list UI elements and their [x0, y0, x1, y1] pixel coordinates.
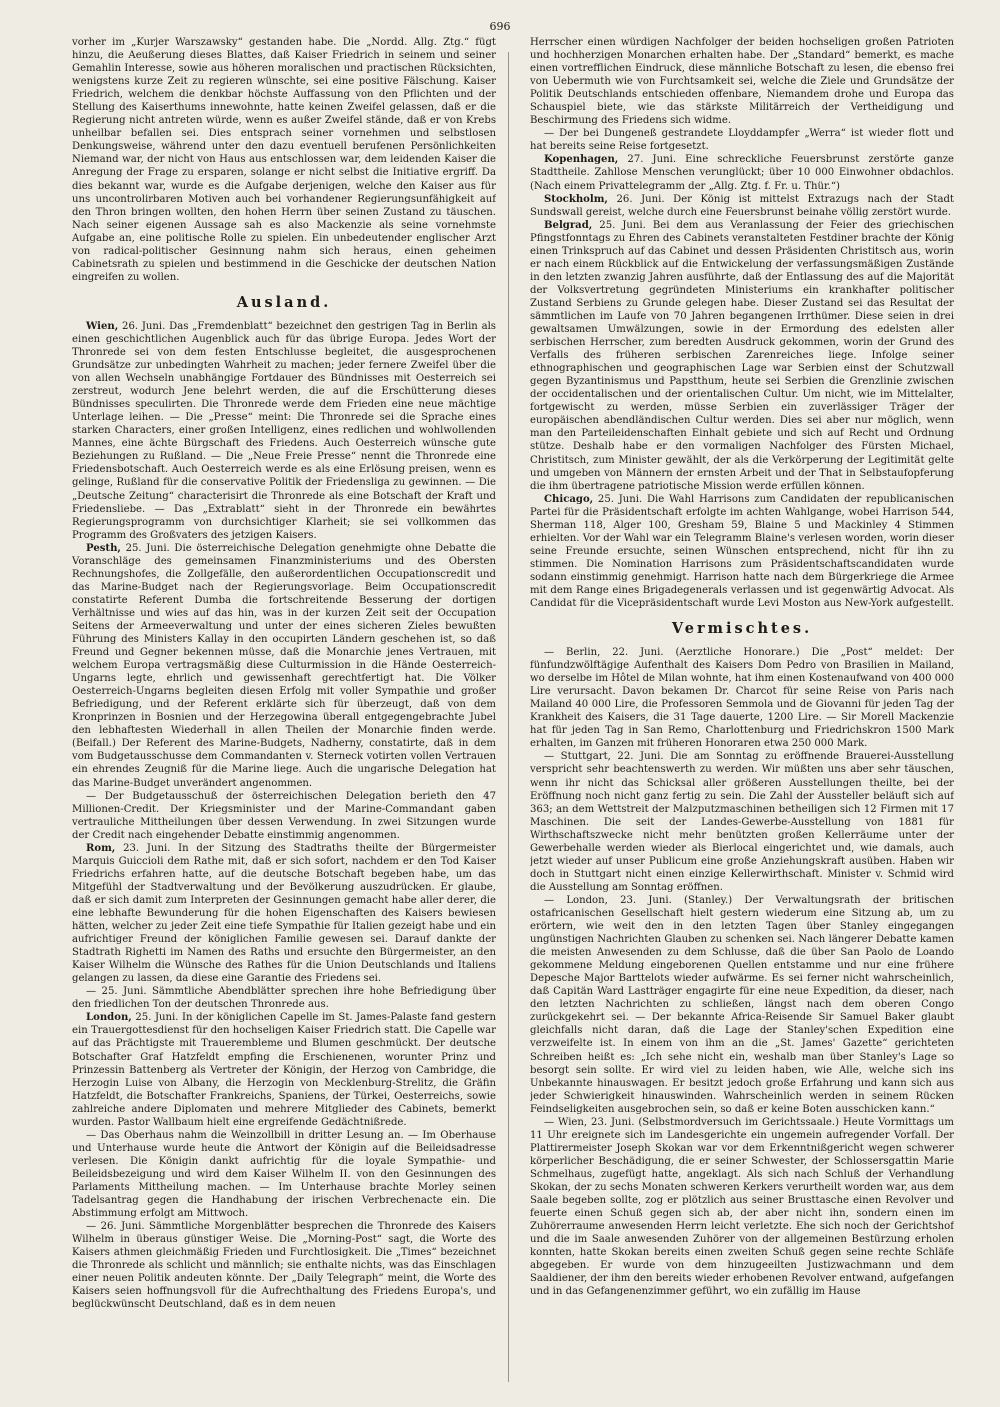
article-pesth	[72, 542, 496, 790]
dateline: Kopenhagen,	[544, 154, 619, 166]
article-body: 25. Juni. Die österreichische Delegation genehmigte ohne Debatte die Voranschläge des gemeinsamen Finanzministeriums und des Obersten Rechnungshofes, die Zollgefälle, den außerordentlichen Occupationscredit und das Marine-Budget nach der Regierungsvorlage. Beim Occupationscredit constatirte Referent Dumba die fortschreitende Besserung der dortigen Verhältnisse und wies auf das hin, was in der kurzen Zeit seit der Occupation Seitens der Armeeverwaltung und unter der eines sicheren Zieles bewußten Führung des Ministers Kallay in den occupirten Ländern geschehen ist, so daß Freund und Gegner bekennen müsse, daß die Monarchie jenes Vertrauen, mit welchem Europa vertragsmäßig diese Culturmission in die Hände Oesterreich-Ungarns legte, ehrlich und gewissenhaft gerechtfertigt hat. Die Völker Oesterreich-Ungarns begleiten diesen Erfolg mit voller Sympathie und großer Befriedigung, und der Referent erklärte sich für überzeugt, daß von dem Kronprinzen in Bosnien und der Herzegowina überall entgegengebrachte Jubel den lebhaftesten Wiederhall in allen Theilen der Monarchie finden werde. (Beifall.) Der Referent des Marine-Budgets, Nadherny, constatirte, daß in dem vom Budgetausschusse dem Commandanten v. Sterneck votirten vollen Vertrauen ein ehrendes Zeugniß für die Marine liege. Auch die ungarische Delegation hat das Marine-Budget unverändert angenommen.	[72, 542, 496, 789]
article-wien	[72, 320, 496, 542]
article-morgenblaetter: — 26. Juni. Sämmtliche Morgenblätter besprechen die Thronrede des Kaisers Wilhelm in überaus günstiger Weise. Die „Morning-Post“ sagt, die Worte des Kaisers athmen gleichmäßig Frieden und Furchtlosigkeit. Die „Times“ bezeichnet die Thronrede als schlicht und männlich; sie enthalte nichts, was das Einschlagen einer neuen Politik andeuten könnte. Der „Daily Telegraph“ meint, die Worte des Kaisers seien hoffnungsvoll für die Aufrechthaltung des Friedens Europa's, und beglückwünscht Deutschland, daß es in dem neuen	[72, 1221, 496, 1311]
article-body: 25. Juni. Bei dem aus Veranlassung der Feier des griechischen Pfingstfonntags zu Ehren des Cabinets veranstalteten Festdiner brachte der König einen Trinkspruch auf das Cabinet und dessen Präsidenten Christitsch aus, worin er nach einem Rückblick auf die Entwickelung der verfassungsmäßigen Zustände in den letzten zwanzig Jahren ausführte, daß der Entlassung des auf die Majorität der Volksvertretung gegründeten Ministeriums ein krankhafter politischer Zustand Serbiens zu Grunde gelegen habe. Dieser Zustand sei das Resultat der sämmtlichen im Laufe von 70 Jahren begangenen Irrthümer. Diese seien in drei gewaltsamen Umwälzungen, sowie in der Ermordung des edelsten aller serbischen Herrscher, zum beredten Ausdruck gekommen, worin der Grund des Verfalls des früheren serbischen Zarenreiches liege. Infolge seiner ethnographischen und geographischen Lage war Serbien einst der Schutzwall gegen Byzantinismus und Papstthum, heute sei Serbien die Grenzlinie zwischen der occidentalischen und der orientalischen Cultur. Um nicht, wie im Mittelalter, fortgewischt zu werden, müsse Serbien ein zuverlässiger Träger der europäischen abendländischen Cultur werden. Dies sei aber nur möglich, wenn man den Parteileidenschaften Einhalt gebiete und sich auf Recht und Ordnung stütze. Deshalb habe er den vormaligen Nachfolger des Fürsten Michael, Christitsch, zum Minister gewählt, der als die Verkörperung der Legitimität gelte und umgeben von Männern der ernsten Arbeit und der That in Selbstaufopferung die ihm übertragene patriotische Mission werde erfüllen können.	[530, 219, 954, 492]
article-stockholm	[530, 193, 954, 219]
article-london	[72, 1011, 496, 1128]
dateline: London,	[86, 1012, 132, 1024]
section-heading-ausland: Ausland.	[236, 293, 332, 311]
section-heading-vermischtes: Vermischtes.	[671, 620, 813, 638]
article-body: 25. Juni. Die Wahl Harrisons zum Candidaten der republicanischen Partei für die Präsidentschaft erfolgte im achten Wahlgange, wobei Harrison 544, Sherman 118, Alger 100, Gresham 59, Blaine 5 und Mackinley 4 Stimmen erhielten. Vor der Wahl war ein Telegramm Blaine's verlesen worden, worin dieser seine Freunde ersuchte, seinen Wünschen entsprechend, nicht für ihn zu stimmen. Die Nomination Harrisons zum Präsidentschaftscandidaten wurde sodann einstimmig genehmigt. Harrison hatte nach dem Bürgerkriege die Armee mit dem Range eines Brigadegenerals verlassen und ist gegenwärtig Advocat. Als Candidat für die Vicepräsidentschaft wurde Levi Moston aus New-York aufgestellt.	[530, 493, 954, 610]
dateline: Belgrad,	[544, 219, 593, 231]
article-kopenhagen	[530, 153, 954, 192]
dateline: Chicago,	[544, 493, 594, 505]
article-belgrad	[530, 219, 954, 493]
dateline: Stockholm,	[544, 193, 608, 205]
article-stuttgart: — Stuttgart, 22. Juni. Die am Sonntag zu eröffnende Brauerei-Ausstellung verspricht sehr beachtenswerth zu werden. Wir müßten uns aber sehr täuschen, wenn ihr nicht das Schicksal aller größeren Ausstellungen theilte, bei der Eröffnung noch nicht ganz fertig zu sein. Die Zahl der Aussteller beläuft sich auf 363; an dem Wettstreit der Malzputzmaschinen betheiligen sich 12 Firmen mit 17 Maschinen. Die seit der Landes-Gewerbe-Ausstellung von 1881 für Wirthschaftszwecke nicht mehr benützten großen Kellerräume unter der Gewerbehalle werden wieder als Bierlocal eingerichtet und, wie damals, auch jetzt wieder auf unser Publicum eine große Anziehungskraft ausüben. Haben wir doch in Stuttgart nicht einen einzige Kellerwirthschaft. Minister v. Schmid wird die Ausstellung am Sonntag eröffnen.	[530, 751, 954, 893]
right-column	[530, 36, 954, 1391]
left-column	[72, 36, 496, 1391]
dateline: Pesth,	[86, 542, 121, 554]
article-budget: — Der Budgetausschuß der österreichischen Delegation berieth den 47 Millionen-Credit. Der Kriegsminister und der Marine-Commandant gaben vertrauliche Mittheilungen über dessen Verwendung. In zwei Sitzungen wurde der Credit nach eingehender Debatte einstimmig angenommen.	[72, 790, 496, 841]
article-oberhaus: — Das Oberhaus nahm die Weinzollbill in dritter Lesung an. — Im Oberhause und Unterhause wurde heute die Antwort der Königin auf die Beileidsadresse verlesen. Die Königin dankt aufrichtig für die loyale Sympathie- und Beileidsbezeigung und wird dem Kaiser Wilhelm II. von den Gesinnungen des Parlaments Mittheilung machen. — Im Unterhause brachte Morley seinen Tadelsantrag gegen die Handhabung der irischen Verbrechenacte ein. Die Abstimmung erfolgt am Mittwoch.	[72, 1129, 496, 1220]
article-werra: — Der bei Dungeneß gestrandete Lloyddampfer „Werra“ ist wieder flott und hat bereits seine Reise fortgesetzt.	[530, 128, 954, 153]
column-divider	[508, 52, 509, 1382]
article-body: 23. Juni. In der Sitzung des Stadtraths theilte der Bürgermeister Marquis Guiccioli dem Rathe mit, daß er sich sofort, nachdem er den Tod Kaiser Friedrichs erfahren hatte, auf die deutsche Botschaft begeben habe, um das Mitgefühl der Stadtverwaltung und der Bevölkerung auszudrücken. Er glaube, daß er sich damit zum Interpreten der Gesinnungen gemacht habe aller derer, die eine lebhafte Bewunderung für die hohen Eigenschaften des Kaisers bewiesen hätten, welcher zu jeder Zeit eine tiefe Sympathie für Italien gezeigt habe und ein aufrichtiger Freund der königlichen Familie gewesen sei. Darauf dankte der Stadtrath Righetti im Namen des Raths und ersuchte den Bürgermeister, an den Kaiser Wilhelm die Wünsche des Rathes für die Union Deutschlands und Italiens gelangen zu lassen, da diese eine Garantie des Friedens sei.	[72, 842, 496, 985]
article-text: Herrscher einen würdigen Nachfolger der beiden hochseligen großen Patrioten und hochherzigen Monarchen erhalten habe. Der „Standard“ bemerkt, es mache einen vortrefflichen Eindruck, diese männliche Botschaft zu lesen, die ebenso frei von Uebermuth wie von Furchtsamkeit sei, welche die Ziele und Grundsätze der Politik Deutschlands entschieden offenbare, Niemandem drohe und Europa das Schauspiel biete, wie das stärkste Militärreich der Vertheidigung und Beschirmung des Friedens sich widme.	[530, 37, 954, 127]
dateline: Rom,	[86, 842, 116, 854]
article-abendblaetter: — 25. Juni. Sämmtliche Abendblätter sprechen ihre hohe Befriedigung über den friedlichen Ton der deutschen Thronrede aus.	[72, 986, 496, 1011]
dateline: Wien,	[86, 320, 119, 332]
article-berlin: — Berlin, 22. Juni. (Aerztliche Honorare.) Die „Post“ meldet: Der fünfundzwölftägige Aufenthalt des Kaisers Dom Pedro von Brasilien in Mailand, wo derselbe im Hôtel de Milan wohnte, hat ihm einen Kostenaufwand von 400 000 Lire verursacht. Davon bekamen Dr. Charcot für seine Reise von Paris nach Mailand 40 000 Lire, die Professoren Semmola und de Giovanni für jeden Tag der Krankheit des Kaisers, die 31 Tage dauerte, 1200 Lire. — Sir Morell Mackenzie hat für jeden Tag in San Remo, Charlottenburg und Friedrichskron 1500 Mark erhalten, im Ganzen mit früheren Honoraren etwa 250 000 Mark.	[530, 647, 954, 750]
article-body: 26. Juni. Der König ist mittelst Extrazugs nach der Stadt Sundswall gereist, welche durch eine Feuersbrunst beinahe völlig zerstört wurde.	[530, 193, 954, 218]
article-body: 27. Juni. Eine schreckliche Feuersbrunst zerstörte ganze Stadttheile. Zahllose Menschen verunglückt; über 10 000 Einwohner obdachlos. (Nach einem Privattelegramm der „Allg. Ztg. f. Fr. u. Thür.“)	[530, 154, 954, 192]
article-body: 25. Juni. In der königlichen Capelle im St. James-Palaste fand gestern ein Trauergottesdienst für den hochseligen Kaiser Friedrich statt. Die Capelle war auf das Prächtigste mit Trauerembleme und Blumen geschmückt. Der deutsche Botschafter Graf Hatzfeldt empfing die Erschienenen, worunter Prinz und Prinzessin Battenberg als Vertreter der Königin, der Herzog von Cambridge, die Herzogin Luise von Albany, die Herzogin von Mecklenburg-Strelitz, die Gräfin Hatzfeldt, die Botschafter Frankreichs, Spaniens, der Türkei, Oesterreichs, sowie zahlreiche andere Diplomaten und mehrere Mitglieder des Cabinets, bemerkt wurden. Pastor Wallbaum hielt eine ergreifende Gedächtnißrede.	[72, 1012, 496, 1128]
article-rom	[72, 842, 496, 986]
page-number: 696	[489, 20, 511, 33]
article-wien-gerichtssaal: — Wien, 23. Juni. (Selbstmordversuch im Gerichtssaale.) Heute Vormittags um 11 Uhr ereignete sich im Landesgerichte ein ungemein aufregender Vorfall. Der Plattirermeister Joseph Skokan war vor dem Erkenntnißgericht wegen schwerer körperlicher Beschädigung, die er seiner Schwester, der Schlossersgattin Marie Schmelhaus, zugefügt hatte, angeklagt. Als sich nach Schluß der Verhandlung Skokan, der zu sechs Monaten schweren Kerkers verurtheilt worden war, aus dem Saale begeben sollte, zog er plötzlich aus seiner Brusttasche einen Revolver und feuerte einen Schuß gegen sich ab, der aber nicht ihn, sondern einen im Zuhörerraume anwesenden Herrn leicht verletzte. Ehe sich noch der Gerichtshof und die im Saale anwesenden Zuhörer von der allgemeinen Bestürzung erholen konnten, hatte Skokan bereits einen zweiten Schuß gegen seine rechte Schläfe abgegeben. Er wurde von dem hinzugeeilten Justizwachmann und dem Saaldiener, der ihm den bereits wieder erhobenen Revolver entwand, aufgefangen und in das Gefangenenzimmer geführt, wo ein zufällig im Hause	[530, 1116, 954, 1298]
article-london-stanley: — London, 23. Juni. (Stanley.) Der Verwaltungsrath der britischen ostafricanischen Gesellschaft hielt gestern wiederum eine Sitzung ab, um zu erörtern, wie weit den in den letzten Tagen über Stanley eingegangen ungünstigen Nachrichten Glauben zu schenken sei. Nach längerer Debatte kamen die meisten Anwesenden zu dem Schlusse, daß die über San Paolo de Loando gekommene Meldung eingeborenen Quellen entstamme und nur eine frühere Depesche Major Barttelots wieder aufwärme. Es sei ferner nicht wahrscheinlich, daß Capitän Ward Lastträger engagirte für eine neue Expedition, da dieser, nach den letzten Nachrichten zu schließen, längst nach dem oberen Congo zurückgekehrt sei. — Der bekannte Africa-Reisende Sir Samuel Baker glaubt gleichfalls nicht daran, daß die Lage der Stanley'schen Expedition eine verzweifelte ist. In einem von ihm an die „St. James' Gazette“ gerichteten Schreiben heißt es: „Ich sehe nicht ein, weshalb man über Stanley's Lage so besorgt sein sollte. Er wird viel zu leiden haben, wie Alle, welche sich ins Unbekannte hinauswagen. Er besitzt jedoch große Erfahrung und kann sich aus jeder Schwierigkeit hinauswinden. Wahrscheinlich werden in seinem Rücken Feindseligkeiten ausgebrochen sein, so daß er keine Boten ausschicken kann.“	[530, 894, 954, 1115]
article-body: 26. Juni. Das „Fremdenblatt“ bezeichnet den gestrigen Tag in Berlin als einen geschichtlichen Augenblick auch für das übrige Europa. Jedes Wort der Thronrede sei von dem festen Entschlusse begleitet, die ausgesprochenen Grundsätze zur unbedingten Wahrheit zu machen; jeder fernere Zweifel über die von allen Wechseln unabhängige Fortdauer des Bündnisses mit Oesterreich sei zerstreut, wodurch Jene belehrt werden, die auf die Erschütterung dieses Bündnisses speculirten. Die Thronrede werde dem Frieden eine neue mächtige Unterlage leihen. — Die „Presse“ meint: Die Thronrede sei die Sprache eines starken Characters, einer großen Intelligenz, eines redlichen und wohlwollenden Mannes, eine ächte Bürgschaft des Friedens. Auch Oesterreich wünsche gute Beziehungen zu Rußland. — Die „Neue Freie Presse“ nennt die Thronrede eine Friedensbotschaft. Auch Oesterreich werde es als eine Erlösung preisen, wenn es gelinge, Rußland für die conservative Politik der Friedensliga zu gewinnen. — Die „Deutsche Zeitung“ characterisirt die Thronrede als eine Botschaft der Kraft und Friedensliebe. — Das „Extrablatt“ sieht in der Thronrede ein bewährtes Regierungsprogramm von durchsichtiger Klarheit; sie sei vollkommen das Programm des Großvaters des jetzigen Kaisers.	[72, 320, 496, 541]
article-text: vorher im „Kurjer Warszawsky“ gestanden habe. Die „Nordd. Allg. Ztg.“ fügt hinzu, die Aeußerung dieses Blattes, daß Kaiser Friedrich in seinem und seiner Gemahlin Interesse, sowie aus höheren moralischen und practischen Rücksichten, wenigstens kurze Zeit zu regieren wünschte, sei eine positive Fälschung. Kaiser Friedrich, welchem die denkbar höchste Auffassung von den Pflichten und der Stellung des Kaiserthums innewohnte, hatte keinen Zweifel gelassen, daß er die Regierung nicht antreten würde, wenn es außer Zweifel stände, daß er von Krebs unheilbar befallen sei. Dies entsprach seiner vornehmen und selbstlosen Denkungsweise, während unter den dazu eventuell berufenen Persönlichkeiten Niemand war, der nicht von Haus aus entschlossen war, dem leidenden Kaiser die Anregung der Frage zu ersparen, solange er nicht selbst die Initiative ergriff. Da dies bekannt war, wurde es die Aufgabe derjenigen, welche den Kaiser aus für uns uncontrolirbaren Motiven auch bei vorhandener Regierungsunfähigkeit auf den Thron bringen wollten, den hohen Herrn über seinen Zustand zu täuschen. Nach seiner eigenen Aussage sah es also Mackenzie als seine vornehmste Aufgabe an, eine politische Rolle zu spielen. Ein unbedeutender englischer Arzt von radical-politischer Gesinnung nahm sich heraus, einen geheimen Cabinetsrath zu spielen und bestimmend in die Geschicke der deutschen Nation eingreifen zu wollen.	[72, 37, 496, 283]
article-chicago	[530, 493, 954, 610]
